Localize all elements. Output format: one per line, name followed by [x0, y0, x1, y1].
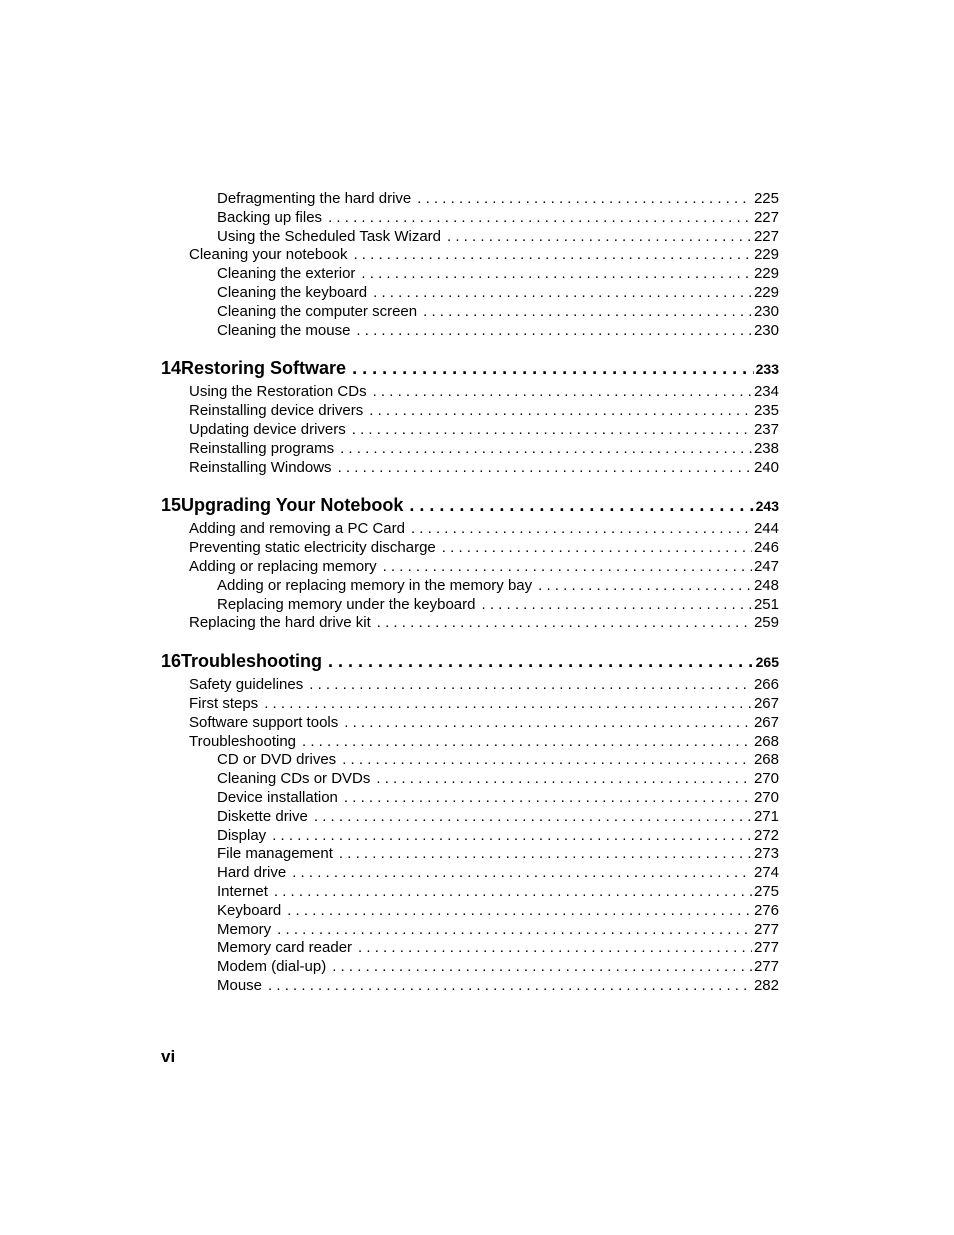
toc-entry-title: Troubleshooting	[181, 651, 323, 672]
toc-page-number: 267	[753, 713, 779, 731]
toc-entry[interactable]	[161, 789, 779, 808]
toc-page-number: 234	[753, 383, 779, 401]
toc-page-number: 259	[753, 614, 779, 632]
toc-page-number: 277	[753, 958, 779, 976]
toc-entry[interactable]	[161, 921, 779, 940]
toc-entry-title: Upgrading Your Notebook	[181, 495, 404, 516]
toc-entry-title: File management	[217, 845, 333, 863]
toc-entry-title: Memory card reader	[217, 939, 353, 957]
toc-entry-title: Using the Restoration CDs	[189, 383, 367, 401]
toc-page-number: 270	[753, 770, 779, 788]
toc-entry[interactable]	[161, 751, 779, 770]
toc-page-number: 277	[753, 920, 779, 938]
toc-entry-title: Backing up files	[217, 208, 323, 226]
toc-entry[interactable]	[161, 695, 779, 714]
toc-entry[interactable]	[161, 939, 779, 958]
toc-entry-title: Cleaning the computer screen	[217, 302, 418, 320]
toc-page-number: 244	[753, 520, 779, 538]
toc-entry[interactable]	[161, 614, 779, 633]
toc-entry[interactable]	[161, 228, 779, 247]
toc-page-number: 267	[753, 694, 779, 712]
dot-leader	[373, 284, 752, 303]
dot-leader	[342, 751, 752, 770]
dot-leader	[332, 958, 752, 977]
toc-page-number: 247	[753, 557, 779, 575]
toc-page-number: 274	[753, 864, 779, 882]
toc-page-number: 237	[753, 420, 779, 438]
toc-entry-title: Adding or replacing memory in the memory bay	[217, 576, 533, 594]
toc-entry-title: Reinstalling programs	[189, 439, 335, 457]
toc-entry-title: Cleaning the keyboard	[217, 283, 368, 301]
dot-leader	[442, 539, 752, 558]
toc-entry[interactable]	[161, 770, 779, 789]
toc-entry-title: Replacing the hard drive kit	[189, 614, 371, 632]
toc-entry[interactable]	[161, 190, 779, 209]
toc-page-number: 277	[753, 939, 779, 957]
dot-leader	[356, 322, 752, 341]
toc-entry[interactable]	[161, 459, 779, 478]
toc-page-number: 240	[753, 458, 779, 476]
toc-page-number: 270	[753, 788, 779, 806]
toc-page-number: 229	[753, 283, 779, 301]
toc-entry-title: Adding and removing a PC Card	[189, 520, 405, 538]
toc-page-number: 230	[753, 302, 779, 320]
toc-entry[interactable]	[161, 902, 779, 921]
toc-entry-title: Cleaning your notebook	[189, 246, 348, 264]
toc-entry-title: CD or DVD drives	[217, 751, 337, 769]
dot-leader	[361, 265, 752, 284]
chapter-number: 16	[161, 651, 182, 672]
toc-entry-title: Cleaning the mouse	[217, 321, 351, 339]
toc-entry-title: Restoring Software	[181, 358, 347, 379]
dot-leader	[272, 827, 752, 846]
toc-page-number: 246	[753, 539, 779, 557]
toc-page-number: 233	[755, 361, 779, 378]
toc-entry[interactable]	[161, 539, 779, 558]
toc-page-number: 227	[753, 208, 779, 226]
dot-leader	[411, 520, 752, 539]
toc-page-number: 229	[753, 246, 779, 264]
toc-entry[interactable]	[161, 596, 779, 615]
toc-page-number: 282	[753, 976, 779, 994]
dot-leader	[277, 921, 752, 940]
dot-leader	[447, 228, 752, 247]
toc-entry-title: Cleaning the exterior	[217, 265, 356, 283]
toc-entry-title: Hard drive	[217, 864, 287, 882]
toc-page-number: 276	[753, 901, 779, 919]
toc-page-number: 238	[753, 439, 779, 457]
toc-entry[interactable]	[161, 440, 779, 459]
dot-leader	[358, 939, 752, 958]
toc-entry[interactable]	[161, 322, 779, 341]
toc-chapter-heading[interactable]	[161, 648, 779, 674]
toc-entry-title: Mouse	[217, 976, 263, 994]
dot-leader	[409, 492, 753, 518]
toc-page-number: 225	[753, 190, 779, 207]
toc-entry[interactable]	[161, 520, 779, 539]
toc-page-number: 273	[753, 845, 779, 863]
toc-entry[interactable]	[161, 284, 779, 303]
toc-page-number: 268	[753, 751, 779, 769]
dot-leader	[309, 676, 752, 695]
dot-leader	[274, 883, 752, 902]
toc-entry[interactable]	[161, 733, 779, 752]
toc-entry-title: Memory	[217, 920, 272, 938]
toc-entry[interactable]	[161, 209, 779, 228]
toc-entry-title: Reinstalling Windows	[189, 458, 332, 476]
toc-entry-title: Replacing memory under the keyboard	[217, 595, 476, 613]
dot-leader	[264, 695, 752, 714]
toc-page-number: 271	[753, 807, 779, 825]
chapter-number: 15	[161, 495, 182, 516]
toc-page-number: 266	[753, 676, 779, 694]
dot-leader	[268, 977, 752, 996]
toc-entry-title: Software support tools	[189, 713, 339, 731]
toc-entry-title: Modem (dial-up)	[217, 958, 327, 976]
toc-page-number: 229	[753, 265, 779, 283]
toc-entry[interactable]	[161, 977, 779, 996]
toc-entry-title: Using the Scheduled Task Wizard	[217, 227, 442, 245]
toc-page-number: 230	[753, 321, 779, 339]
dot-leader	[344, 714, 752, 733]
toc-entry-title: Safety guidelines	[189, 676, 304, 694]
dot-leader	[302, 733, 752, 752]
toc-entry[interactable]	[161, 402, 779, 421]
toc-entry-title: Display	[217, 826, 267, 844]
toc-entry-title: First steps	[189, 694, 259, 712]
dot-leader	[339, 845, 752, 864]
dot-leader	[344, 789, 752, 808]
toc-page-number: 251	[753, 595, 779, 613]
toc-entry[interactable]	[161, 864, 779, 883]
toc-entry-title: Preventing static electricity discharge	[189, 539, 436, 557]
toc-entry[interactable]	[161, 303, 779, 322]
dot-leader	[340, 440, 752, 459]
dot-leader	[328, 648, 754, 674]
dot-leader	[373, 383, 752, 402]
toc-page-number: 275	[753, 882, 779, 900]
toc-entry[interactable]	[161, 883, 779, 902]
toc-entry[interactable]	[161, 827, 779, 846]
toc-page-number: 235	[753, 402, 779, 420]
dot-leader	[328, 209, 752, 228]
dot-leader	[377, 614, 752, 633]
dot-leader	[417, 190, 752, 209]
dot-leader	[352, 355, 754, 381]
toc-entry-title: Device installation	[217, 788, 338, 806]
page-number: vi	[161, 1047, 176, 1066]
toc-entry[interactable]	[161, 558, 779, 577]
toc-entry[interactable]	[161, 676, 779, 695]
toc-entry-title: Diskette drive	[217, 807, 308, 825]
dot-leader	[383, 558, 752, 577]
toc-entry[interactable]	[161, 577, 779, 596]
toc-page-number: 243	[755, 498, 779, 515]
toc-entry-title: Updating device drivers	[189, 420, 346, 438]
toc-entry[interactable]	[161, 808, 779, 827]
toc-page-number: 265	[755, 654, 779, 671]
toc-entry-title: Reinstalling device drivers	[189, 402, 364, 420]
toc-chapter-heading[interactable]	[161, 492, 779, 518]
toc-entry[interactable]	[161, 383, 779, 402]
dot-leader	[338, 459, 752, 478]
toc-entry[interactable]	[161, 265, 779, 284]
dot-leader	[538, 577, 752, 596]
toc-entry[interactable]	[161, 421, 779, 440]
toc-page-number: 248	[753, 576, 779, 594]
dot-leader	[353, 246, 752, 265]
chapter-number: 14	[161, 358, 182, 379]
toc-entry-title: Cleaning CDs or DVDs	[217, 770, 371, 788]
toc-chapter-heading[interactable]	[161, 355, 779, 381]
toc-entry-title: Keyboard	[217, 901, 282, 919]
dot-leader	[287, 902, 752, 921]
dot-leader	[292, 864, 752, 883]
toc-page-number: 272	[753, 826, 779, 844]
toc-entry[interactable]	[161, 845, 779, 864]
dot-leader	[376, 770, 752, 789]
toc-entry[interactable]	[161, 958, 779, 977]
dot-leader	[369, 402, 752, 421]
dot-leader	[423, 303, 752, 322]
toc-entry-title: Defragmenting the hard drive	[217, 190, 412, 207]
table-of-contents	[161, 190, 779, 996]
toc-page-number: 268	[753, 732, 779, 750]
dot-leader	[314, 808, 752, 827]
dot-leader	[352, 421, 752, 440]
toc-entry[interactable]	[161, 246, 779, 265]
toc-entry-title: Adding or replacing memory	[189, 557, 377, 575]
dot-leader	[481, 596, 751, 615]
toc-entry-title: Internet	[217, 882, 268, 900]
toc-page-number: 227	[753, 227, 779, 245]
toc-entry[interactable]	[161, 714, 779, 733]
toc-entry-title: Troubleshooting	[189, 732, 297, 750]
